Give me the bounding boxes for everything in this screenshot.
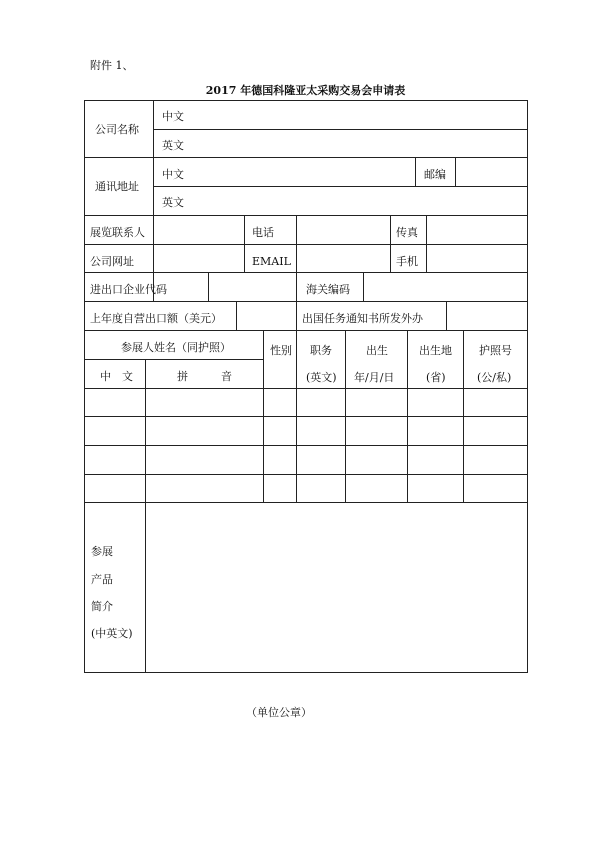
row-divider [153,129,527,130]
col-divider [345,330,346,502]
mobile-label: 手机 [396,255,418,268]
row-divider [84,330,527,331]
row-divider [84,244,527,245]
col-divider [455,157,456,186]
col-divider [153,100,154,301]
row-divider [84,272,527,273]
participant-name-header: 参展人姓名（同护照） [121,341,231,354]
col-divider [296,301,297,330]
postcode-label: 邮编 [424,168,446,181]
row-divider [84,215,527,216]
col-divider [407,330,408,502]
participant-name-pinyin-header: 拼 音 [177,370,232,383]
birth-header: 出生 [366,344,388,357]
ie-code-label: 进出口企业代码 [90,283,167,296]
table-border-right [527,100,528,673]
birth-sub-header: 年/月/日 [354,371,395,384]
participant-name-cn-header: 中 文 [100,370,133,383]
table-border-bottom [84,672,527,673]
address-label: 通讯地址 [95,180,139,193]
birthplace-sub-header: (省) [426,371,446,384]
row-divider [84,388,527,389]
col-divider [296,272,297,301]
col-divider [296,215,297,272]
col-divider [263,330,264,502]
passport-sub-header: (公/私) [477,371,512,384]
col-divider [236,301,237,330]
row-divider [84,416,527,417]
row-divider [84,502,527,503]
col-divider [463,330,464,502]
attachment-label: 附件 1、 [90,59,134,72]
col-divider [390,215,391,272]
company-name-cn-label: 中文 [162,110,184,123]
position-header: 职务 [310,344,332,357]
gender-header: 性别 [270,344,292,357]
address-en-label: 英文 [162,196,184,209]
address-cn-label: 中文 [162,168,184,181]
col-divider [363,272,364,301]
table-border-top [84,100,527,101]
col-divider [145,502,146,672]
company-seal-label: （单位公章） [246,706,312,719]
form-title: 2017 年德国科隆亚太采购交易会申请表 [205,84,406,97]
birthplace-header: 出生地 [419,344,452,357]
row-divider [84,445,527,446]
products-label-line2: 产品 [91,573,113,586]
dispatch-office-label: 出国任务通知书所发外办 [302,312,423,325]
phone-label: 电话 [252,226,274,239]
products-label-line3: 简介 [91,600,113,613]
col-divider [145,359,146,502]
fax-label: 传真 [396,226,418,239]
col-divider [296,330,297,502]
contact-label: 展览联系人 [90,226,145,239]
products-label-line1: 参展 [91,545,113,558]
company-name-en-label: 英文 [162,139,184,152]
company-name-label: 公司名称 [95,123,139,136]
col-divider [446,301,447,330]
email-label: EMAIL [252,255,291,268]
customs-code-label: 海关编码 [306,283,350,296]
col-divider [415,157,416,186]
position-sub-header: (英文) [306,371,337,384]
col-divider [208,272,209,301]
passport-header: 护照号 [479,344,512,357]
products-label-line4: (中英文) [91,627,133,640]
row-divider [84,359,263,360]
export-amount-label: 上年度自营出口额（美元） [90,312,222,325]
col-divider [426,215,427,272]
table-border-left [84,100,85,673]
row-divider [84,301,527,302]
website-label: 公司网址 [90,255,134,268]
col-divider [244,215,245,272]
row-divider [84,474,527,475]
row-divider [153,186,527,187]
row-divider [84,157,527,158]
